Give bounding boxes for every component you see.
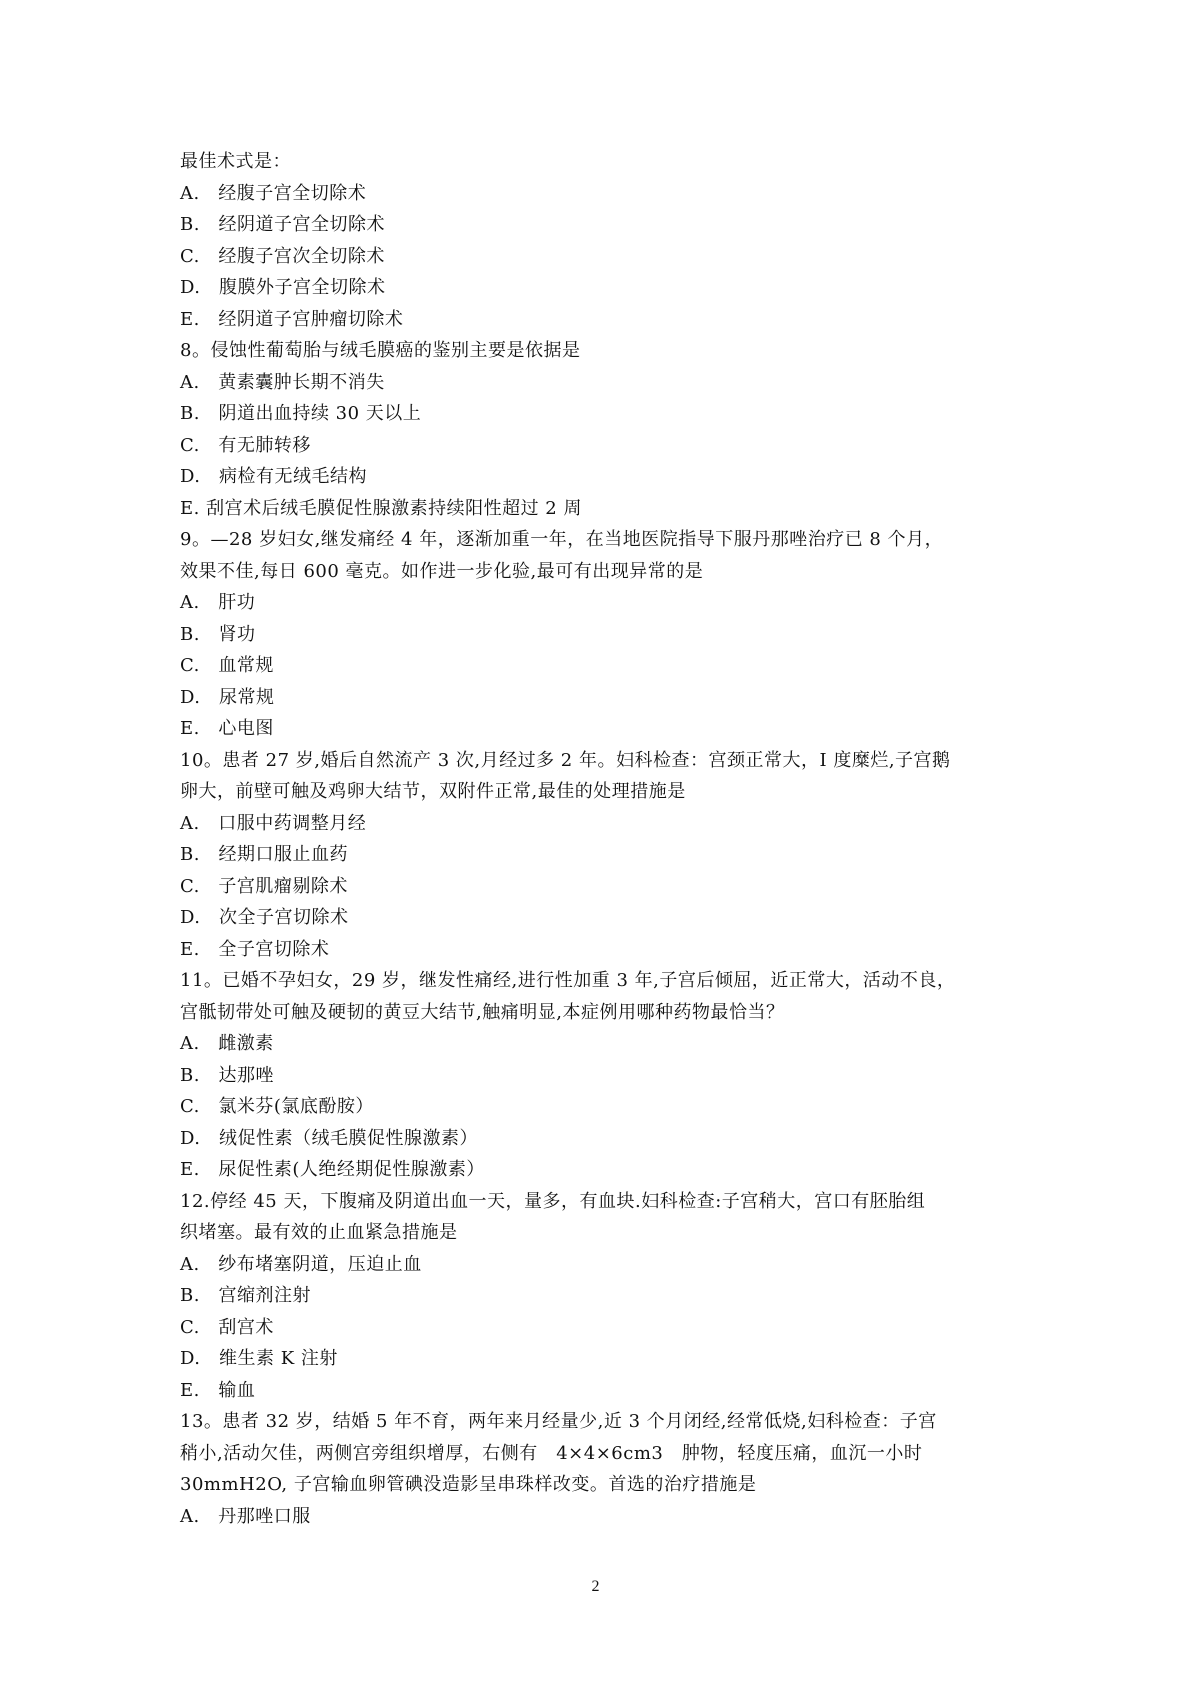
question-10-stem-line-2: 卵大，前壁可触及鸡卵大结节，双附件正常,最佳的处理措施是	[180, 781, 686, 802]
option-line: B. 肾功	[180, 623, 256, 645]
option-line: D. 腹膜外子宫全切除术	[180, 277, 386, 298]
option-line: B. 达那唑	[180, 1064, 274, 1086]
option-line: C. 经腹子宫次全切除术	[180, 245, 385, 267]
option-line: E. 心电图	[180, 718, 274, 739]
option-line: E. 经阴道子宫肿瘤切除术	[180, 308, 404, 330]
option-line: A. 雌激素	[180, 1033, 274, 1054]
question-9-stem-line-2: 效果不佳,每日 600 毫克。如作进一步化验,最可有出现异常的是	[180, 560, 704, 582]
option-line: D. 绒促性素（绒毛膜促性腺激素）	[180, 1127, 479, 1149]
option-line: C. 刮宫术	[180, 1316, 274, 1338]
question-8-stem: 8。侵蚀性葡萄胎与绒毛膜癌的鉴别主要是依据是	[180, 340, 581, 361]
option-line: B. 经阴道子宫全切除术	[180, 214, 385, 235]
option-line: A. 纱布堵塞阴道，压迫止血	[180, 1253, 422, 1275]
option-line: C. 氯米芬(氯底酚胺）	[180, 1096, 374, 1117]
question-9-stem-line-1: 9。—28 岁妇女,继发痛经 4 年，逐渐加重一年，在当地医院指导下服丹那唑治疗已 8 个月，	[180, 529, 944, 550]
question-12-stem-line-1: 12.停经 45 天，下腹痛及阴道出血一天，量多，有血块.妇科检查:子宫稍大，宫口有胚胎组	[180, 1190, 926, 1212]
option-line: A. 经腹子宫全切除术	[180, 182, 367, 204]
question-13-stem-line-2: 稍小,活动欠佳，两侧宫旁组织增厚，右侧有 4×4×6cm3 肿物，轻度压痛，血沉一小时	[180, 1442, 923, 1464]
question-13-stem-line-3: 30mmH2O, 子宫输血卵管碘没造影呈串珠样改变。首选的治疗措施是	[180, 1474, 757, 1495]
document-body	[180, 146, 1015, 1532]
question-10-stem-line-1: 10。患者 27 岁,婚后自然流产 3 次,月经过多 2 年。妇科检查：宫颈正常大，I 度糜烂,子宫鹅	[180, 749, 951, 771]
option-line: D. 次全子宫切除术	[180, 907, 349, 928]
option-line: B. 阴道出血持续 30 天以上	[180, 403, 422, 424]
option-line: D. 病检有无绒毛结构	[180, 466, 368, 487]
option-line: C. 有无肺转移	[180, 434, 311, 456]
option-line: A. 肝功	[180, 592, 256, 613]
question-13-stem-line-1: 13。患者 32 岁，结婚 5 年不育，两年来月经量少,近 3 个月闭经,经常低烧,妇科检查：子宫	[180, 1411, 937, 1432]
page-number: 2	[591, 1578, 600, 1595]
question-11-stem-line-1: 11。已婚不孕妇女，29 岁，继发性痛经,进行性加重 3 年,子宫后倾屈，近正常大，活动不良，	[180, 970, 956, 991]
question-stem-continuation: 最佳术式是：	[180, 151, 291, 172]
option-line: E. 全子宫切除术	[180, 938, 330, 960]
option-line: A. 黄素囊肿长期不消失	[180, 371, 385, 393]
option-line: B. 宫缩剂注射	[180, 1285, 311, 1306]
question-11-stem-line-2: 宫骶韧带处可触及硬韧的黄豆大结节,触痛明显,本症例用哪种药物最恰当？	[180, 1001, 785, 1023]
option-line: D. 尿常规	[180, 686, 275, 708]
option-line: A. 丹那唑口服	[180, 1505, 311, 1527]
option-line: B. 经期口服止血药	[180, 844, 348, 865]
option-line: A. 口服中药调整月经	[180, 812, 367, 834]
option-line: E. 尿促性素(人绝经期促性腺激素）	[180, 1159, 485, 1180]
option-line: E. 刮宫术后绒毛膜促性腺激素持续阳性超过 2 周	[180, 497, 582, 519]
option-line: E. 输血	[180, 1379, 256, 1401]
option-line: C. 子宫肌瘤剔除术	[180, 875, 348, 897]
option-line: D. 维生素 K 注射	[180, 1348, 338, 1369]
option-line: C. 血常规	[180, 655, 274, 676]
question-12-stem-line-2: 织堵塞。最有效的止血紧急措施是	[180, 1222, 458, 1243]
